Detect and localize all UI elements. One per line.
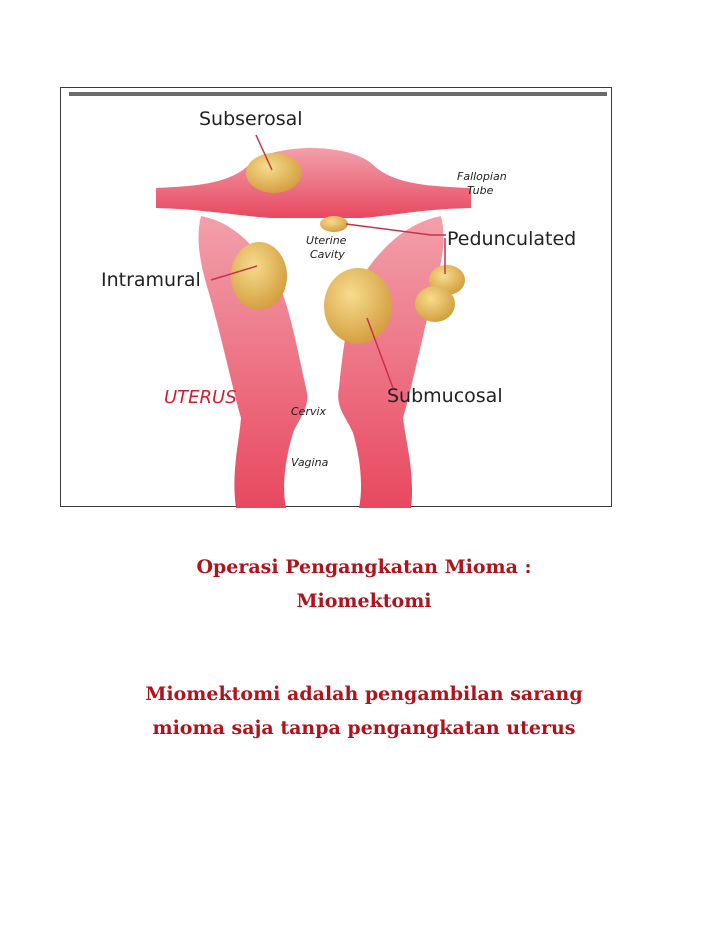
label-submucosal: Submucosal — [387, 385, 503, 407]
label-uterine: Uterine — [306, 234, 347, 247]
label-fallopian: Fallopian — [457, 170, 507, 183]
frame-top-edge — [69, 92, 607, 96]
uterus-diagram-frame — [60, 87, 612, 507]
uterus-diagram — [61, 88, 613, 508]
submucosal-fibroid — [324, 268, 392, 344]
caption-line-2: Miomektomi — [296, 590, 432, 612]
caption-line-1: Operasi Pengangkatan Mioma : — [196, 556, 532, 578]
intramural-fibroid — [231, 242, 287, 310]
label-subserosal: Subserosal — [199, 108, 303, 130]
label-cervix: Cervix — [291, 405, 327, 418]
label-pedunculated: Pedunculated — [447, 228, 577, 250]
small-fibroid — [320, 216, 348, 232]
body-line-1: Miomektomi adalah pengambilan sarang — [145, 683, 583, 705]
label-vagina: Vagina — [291, 456, 329, 469]
label-intramural: Intramural — [101, 269, 201, 291]
fallopian-tube-band — [156, 148, 471, 218]
label-cavity: Cavity — [310, 248, 345, 261]
pedunculated-fibroid-bottom — [415, 286, 455, 322]
subserosal-fibroid — [246, 153, 302, 193]
body-line-2: mioma saja tanpa pengangkatan uterus — [152, 717, 576, 739]
label-uterus: UTERUS — [164, 387, 237, 408]
label-tube: Tube — [467, 184, 494, 197]
